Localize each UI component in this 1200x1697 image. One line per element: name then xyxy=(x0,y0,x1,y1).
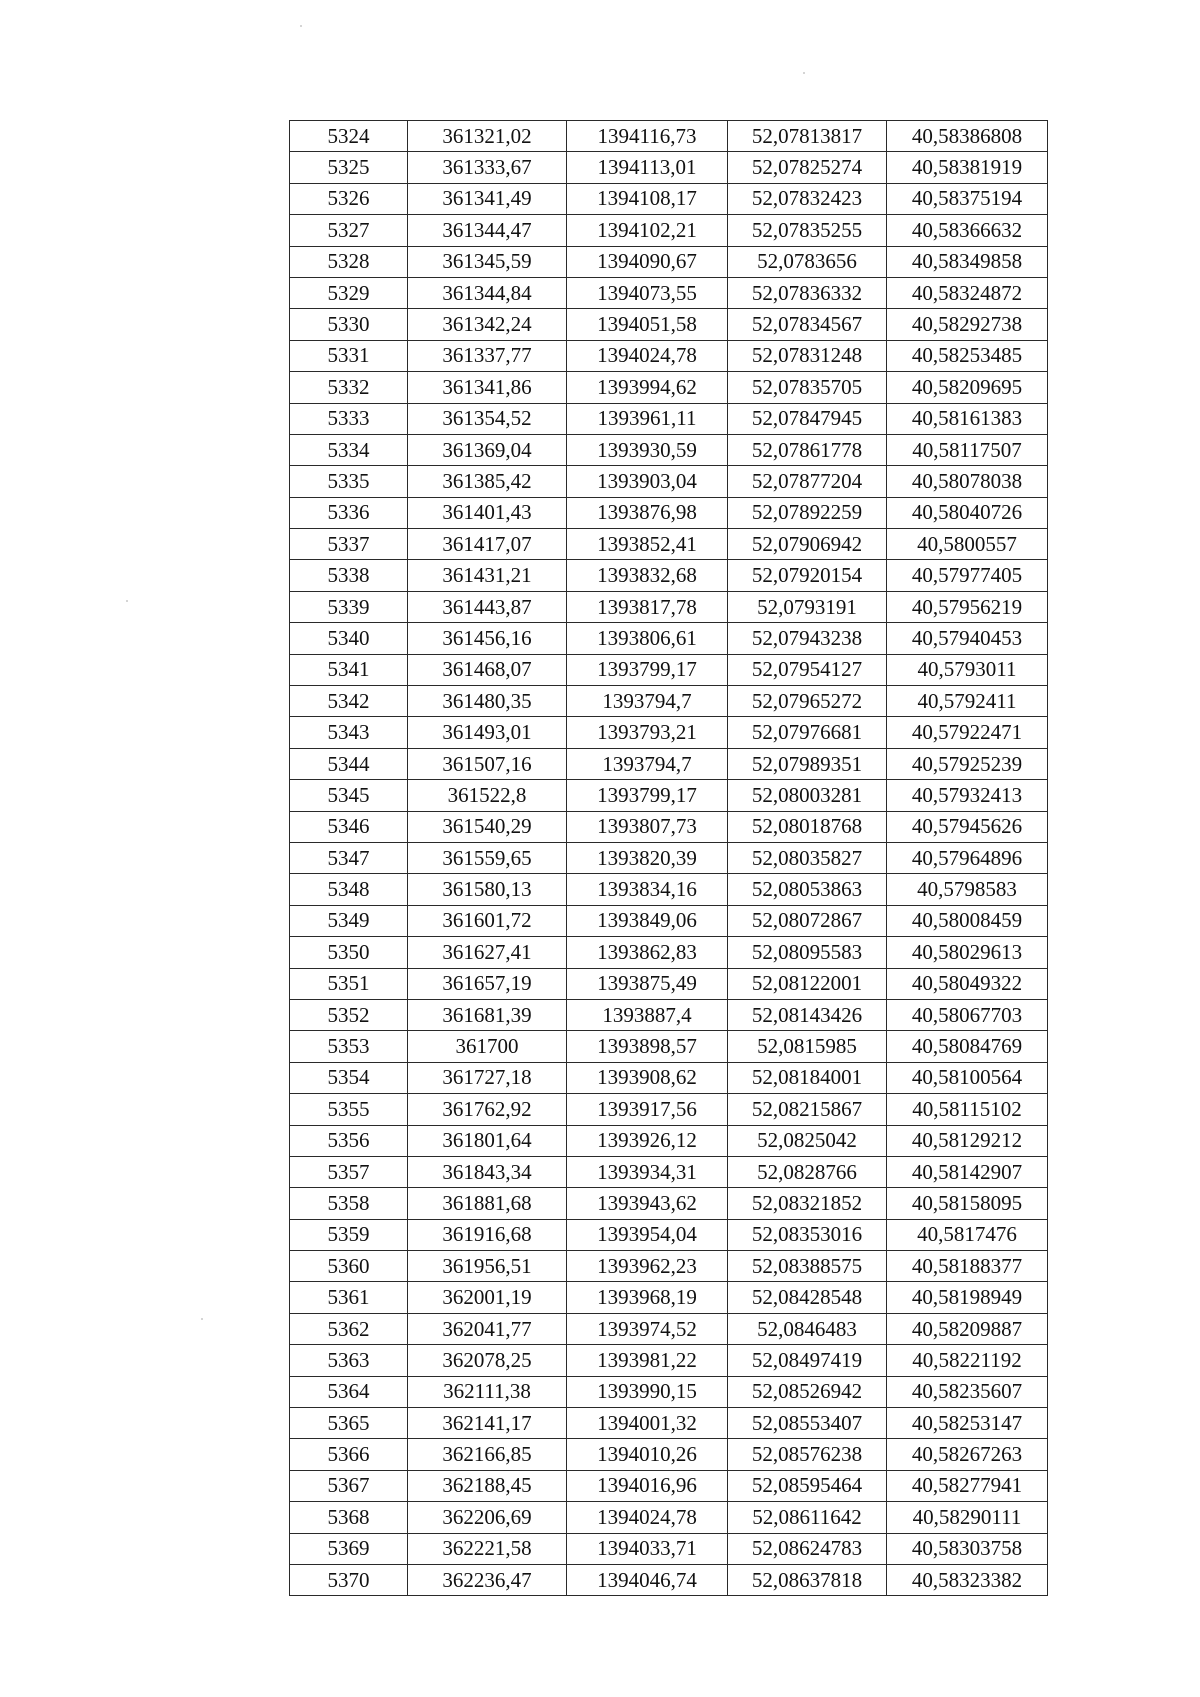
x-coordinate-cell: 361337,77 xyxy=(408,340,567,371)
table-row xyxy=(290,1125,1048,1156)
latitude-cell: 52,07989351 xyxy=(728,748,887,779)
y-coordinate-cell: 1393794,7 xyxy=(567,686,728,717)
latitude-cell: 52,07834567 xyxy=(728,309,887,340)
y-coordinate-cell: 1394108,17 xyxy=(567,183,728,214)
x-coordinate-cell: 361431,21 xyxy=(408,560,567,591)
latitude-cell: 52,07920154 xyxy=(728,560,887,591)
point-number-cell: 5344 xyxy=(290,748,408,779)
point-number-cell: 5356 xyxy=(290,1125,408,1156)
table-row xyxy=(290,905,1048,936)
point-number-cell: 5363 xyxy=(290,1345,408,1376)
table-row xyxy=(290,309,1048,340)
longitude-cell: 40,58100564 xyxy=(887,1062,1048,1093)
x-coordinate-cell: 362001,19 xyxy=(408,1282,567,1313)
x-coordinate-cell: 362111,38 xyxy=(408,1376,567,1407)
latitude-cell: 52,07906942 xyxy=(728,529,887,560)
latitude-cell: 52,08003281 xyxy=(728,780,887,811)
table-row xyxy=(290,1156,1048,1187)
longitude-cell: 40,58161383 xyxy=(887,403,1048,434)
point-number-cell: 5346 xyxy=(290,811,408,842)
x-coordinate-cell: 361956,51 xyxy=(408,1251,567,1282)
table-row xyxy=(290,780,1048,811)
longitude-cell: 40,58386808 xyxy=(887,121,1048,152)
y-coordinate-cell: 1393820,39 xyxy=(567,842,728,873)
longitude-cell: 40,58067703 xyxy=(887,999,1048,1030)
x-coordinate-cell: 361493,01 xyxy=(408,717,567,748)
coordinates-table xyxy=(289,120,1048,1596)
y-coordinate-cell: 1393962,23 xyxy=(567,1251,728,1282)
longitude-cell: 40,58277941 xyxy=(887,1470,1048,1501)
x-coordinate-cell: 361342,24 xyxy=(408,309,567,340)
longitude-cell: 40,57945626 xyxy=(887,811,1048,842)
latitude-cell: 52,08595464 xyxy=(728,1470,887,1501)
longitude-cell: 40,58366632 xyxy=(887,215,1048,246)
y-coordinate-cell: 1393994,62 xyxy=(567,372,728,403)
longitude-cell: 40,57922471 xyxy=(887,717,1048,748)
latitude-cell: 52,07832423 xyxy=(728,183,887,214)
longitude-cell: 40,58303758 xyxy=(887,1533,1048,1564)
latitude-cell: 52,08035827 xyxy=(728,842,887,873)
point-number-cell: 5334 xyxy=(290,434,408,465)
longitude-cell: 40,57932413 xyxy=(887,780,1048,811)
latitude-cell: 52,08611642 xyxy=(728,1502,887,1533)
longitude-cell: 40,58209887 xyxy=(887,1313,1048,1344)
point-number-cell: 5343 xyxy=(290,717,408,748)
point-number-cell: 5335 xyxy=(290,466,408,497)
latitude-cell: 52,08095583 xyxy=(728,937,887,968)
table-row xyxy=(290,497,1048,528)
y-coordinate-cell: 1393875,49 xyxy=(567,968,728,999)
x-coordinate-cell: 362141,17 xyxy=(408,1408,567,1439)
latitude-cell: 52,07835255 xyxy=(728,215,887,246)
x-coordinate-cell: 361762,92 xyxy=(408,1094,567,1125)
y-coordinate-cell: 1393832,68 xyxy=(567,560,728,591)
table-row xyxy=(290,1502,1048,1533)
table-row xyxy=(290,529,1048,560)
table-row xyxy=(290,717,1048,748)
y-coordinate-cell: 1394116,73 xyxy=(567,121,728,152)
scan-speck xyxy=(803,72,805,74)
x-coordinate-cell: 362078,25 xyxy=(408,1345,567,1376)
y-coordinate-cell: 1393954,04 xyxy=(567,1219,728,1250)
point-number-cell: 5341 xyxy=(290,654,408,685)
table-row xyxy=(290,968,1048,999)
table-row xyxy=(290,842,1048,873)
longitude-cell: 40,58129212 xyxy=(887,1125,1048,1156)
latitude-cell: 52,08122001 xyxy=(728,968,887,999)
latitude-cell: 52,08353016 xyxy=(728,1219,887,1250)
point-number-cell: 5342 xyxy=(290,686,408,717)
point-number-cell: 5369 xyxy=(290,1533,408,1564)
scan-speck xyxy=(300,25,302,27)
point-number-cell: 5361 xyxy=(290,1282,408,1313)
point-number-cell: 5328 xyxy=(290,246,408,277)
latitude-cell: 52,07813817 xyxy=(728,121,887,152)
point-number-cell: 5360 xyxy=(290,1251,408,1282)
table-row xyxy=(290,215,1048,246)
y-coordinate-cell: 1393968,19 xyxy=(567,1282,728,1313)
longitude-cell: 40,58078038 xyxy=(887,466,1048,497)
table-row xyxy=(290,1031,1048,1062)
x-coordinate-cell: 362236,47 xyxy=(408,1564,567,1595)
point-number-cell: 5332 xyxy=(290,372,408,403)
x-coordinate-cell: 361456,16 xyxy=(408,623,567,654)
x-coordinate-cell: 362206,69 xyxy=(408,1502,567,1533)
latitude-cell: 52,07892259 xyxy=(728,497,887,528)
longitude-cell: 40,58253147 xyxy=(887,1408,1048,1439)
x-coordinate-cell: 361369,04 xyxy=(408,434,567,465)
x-coordinate-cell: 361916,68 xyxy=(408,1219,567,1250)
x-coordinate-cell: 361559,65 xyxy=(408,842,567,873)
table-row xyxy=(290,999,1048,1030)
point-number-cell: 5327 xyxy=(290,215,408,246)
y-coordinate-cell: 1393930,59 xyxy=(567,434,728,465)
table-row xyxy=(290,1345,1048,1376)
latitude-cell: 52,0793191 xyxy=(728,591,887,622)
table-row xyxy=(290,183,1048,214)
longitude-cell: 40,58188377 xyxy=(887,1251,1048,1282)
table-row xyxy=(290,874,1048,905)
latitude-cell: 52,07835705 xyxy=(728,372,887,403)
table-row xyxy=(290,1313,1048,1344)
y-coordinate-cell: 1393943,62 xyxy=(567,1188,728,1219)
x-coordinate-cell: 361700 xyxy=(408,1031,567,1062)
table-row xyxy=(290,121,1048,152)
x-coordinate-cell: 361507,16 xyxy=(408,748,567,779)
point-number-cell: 5330 xyxy=(290,309,408,340)
table-row xyxy=(290,748,1048,779)
y-coordinate-cell: 1394102,21 xyxy=(567,215,728,246)
x-coordinate-cell: 361333,67 xyxy=(408,152,567,183)
y-coordinate-cell: 1393990,15 xyxy=(567,1376,728,1407)
point-number-cell: 5348 xyxy=(290,874,408,905)
point-number-cell: 5326 xyxy=(290,183,408,214)
longitude-cell: 40,58158095 xyxy=(887,1188,1048,1219)
x-coordinate-cell: 361843,34 xyxy=(408,1156,567,1187)
longitude-cell: 40,58084769 xyxy=(887,1031,1048,1062)
table-row xyxy=(290,560,1048,591)
longitude-cell: 40,58008459 xyxy=(887,905,1048,936)
longitude-cell: 40,58323382 xyxy=(887,1564,1048,1595)
table-row xyxy=(290,152,1048,183)
table-row xyxy=(290,1282,1048,1313)
y-coordinate-cell: 1394073,55 xyxy=(567,277,728,308)
y-coordinate-cell: 1393794,7 xyxy=(567,748,728,779)
latitude-cell: 52,08143426 xyxy=(728,999,887,1030)
y-coordinate-cell: 1393903,04 xyxy=(567,466,728,497)
point-number-cell: 5339 xyxy=(290,591,408,622)
x-coordinate-cell: 361385,42 xyxy=(408,466,567,497)
longitude-cell: 40,58292738 xyxy=(887,309,1048,340)
x-coordinate-cell: 361344,84 xyxy=(408,277,567,308)
x-coordinate-cell: 361480,35 xyxy=(408,686,567,717)
table-row xyxy=(290,466,1048,497)
x-coordinate-cell: 361540,29 xyxy=(408,811,567,842)
longitude-cell: 40,57964896 xyxy=(887,842,1048,873)
latitude-cell: 52,0828766 xyxy=(728,1156,887,1187)
y-coordinate-cell: 1393887,4 xyxy=(567,999,728,1030)
latitude-cell: 52,07836332 xyxy=(728,277,887,308)
longitude-cell: 40,57977405 xyxy=(887,560,1048,591)
latitude-cell: 52,07825274 xyxy=(728,152,887,183)
point-number-cell: 5351 xyxy=(290,968,408,999)
x-coordinate-cell: 361881,68 xyxy=(408,1188,567,1219)
y-coordinate-cell: 1394033,71 xyxy=(567,1533,728,1564)
longitude-cell: 40,58375194 xyxy=(887,183,1048,214)
point-number-cell: 5347 xyxy=(290,842,408,873)
table-row xyxy=(290,937,1048,968)
table-row xyxy=(290,277,1048,308)
x-coordinate-cell: 361601,72 xyxy=(408,905,567,936)
table-row xyxy=(290,1408,1048,1439)
x-coordinate-cell: 361443,87 xyxy=(408,591,567,622)
y-coordinate-cell: 1393807,73 xyxy=(567,811,728,842)
longitude-cell: 40,58117507 xyxy=(887,434,1048,465)
y-coordinate-cell: 1393961,11 xyxy=(567,403,728,434)
point-number-cell: 5354 xyxy=(290,1062,408,1093)
point-number-cell: 5359 xyxy=(290,1219,408,1250)
latitude-cell: 52,08553407 xyxy=(728,1408,887,1439)
longitude-cell: 40,58267263 xyxy=(887,1439,1048,1470)
y-coordinate-cell: 1394090,67 xyxy=(567,246,728,277)
longitude-cell: 40,58142907 xyxy=(887,1156,1048,1187)
point-number-cell: 5333 xyxy=(290,403,408,434)
y-coordinate-cell: 1393834,16 xyxy=(567,874,728,905)
table-row xyxy=(290,246,1048,277)
latitude-cell: 52,08576238 xyxy=(728,1439,887,1470)
table-row xyxy=(290,1219,1048,1250)
y-coordinate-cell: 1394016,96 xyxy=(567,1470,728,1501)
x-coordinate-cell: 361627,41 xyxy=(408,937,567,968)
y-coordinate-cell: 1394024,78 xyxy=(567,1502,728,1533)
point-number-cell: 5324 xyxy=(290,121,408,152)
table-row xyxy=(290,623,1048,654)
latitude-cell: 52,08321852 xyxy=(728,1188,887,1219)
latitude-cell: 52,07831248 xyxy=(728,340,887,371)
latitude-cell: 52,07847945 xyxy=(728,403,887,434)
table-row xyxy=(290,403,1048,434)
latitude-cell: 52,08637818 xyxy=(728,1564,887,1595)
latitude-cell: 52,08388575 xyxy=(728,1251,887,1282)
y-coordinate-cell: 1393793,21 xyxy=(567,717,728,748)
y-coordinate-cell: 1393908,62 xyxy=(567,1062,728,1093)
latitude-cell: 52,08624783 xyxy=(728,1533,887,1564)
x-coordinate-cell: 361341,86 xyxy=(408,372,567,403)
y-coordinate-cell: 1394046,74 xyxy=(567,1564,728,1595)
latitude-cell: 52,07943238 xyxy=(728,623,887,654)
point-number-cell: 5331 xyxy=(290,340,408,371)
point-number-cell: 5349 xyxy=(290,905,408,936)
latitude-cell: 52,07954127 xyxy=(728,654,887,685)
table-row xyxy=(290,1533,1048,1564)
point-number-cell: 5345 xyxy=(290,780,408,811)
longitude-cell: 40,58209695 xyxy=(887,372,1048,403)
x-coordinate-cell: 361354,52 xyxy=(408,403,567,434)
table-row xyxy=(290,372,1048,403)
latitude-cell: 52,07965272 xyxy=(728,686,887,717)
scan-speck xyxy=(126,600,128,602)
x-coordinate-cell: 361344,47 xyxy=(408,215,567,246)
latitude-cell: 52,08215867 xyxy=(728,1094,887,1125)
y-coordinate-cell: 1393799,17 xyxy=(567,654,728,685)
longitude-cell: 40,58198949 xyxy=(887,1282,1048,1313)
latitude-cell: 52,0825042 xyxy=(728,1125,887,1156)
latitude-cell: 52,08428548 xyxy=(728,1282,887,1313)
table-row xyxy=(290,1376,1048,1407)
point-number-cell: 5325 xyxy=(290,152,408,183)
scan-speck xyxy=(201,1318,203,1320)
latitude-cell: 52,08497419 xyxy=(728,1345,887,1376)
x-coordinate-cell: 361657,19 xyxy=(408,968,567,999)
x-coordinate-cell: 361727,18 xyxy=(408,1062,567,1093)
table-row xyxy=(290,686,1048,717)
coordinates-table-body xyxy=(290,121,1048,1596)
longitude-cell: 40,5793011 xyxy=(887,654,1048,685)
latitude-cell: 52,0815985 xyxy=(728,1031,887,1062)
longitude-cell: 40,58221192 xyxy=(887,1345,1048,1376)
point-number-cell: 5364 xyxy=(290,1376,408,1407)
point-number-cell: 5355 xyxy=(290,1094,408,1125)
table-row xyxy=(290,1188,1048,1219)
point-number-cell: 5336 xyxy=(290,497,408,528)
y-coordinate-cell: 1393876,98 xyxy=(567,497,728,528)
x-coordinate-cell: 361681,39 xyxy=(408,999,567,1030)
x-coordinate-cell: 361580,13 xyxy=(408,874,567,905)
longitude-cell: 40,58324872 xyxy=(887,277,1048,308)
longitude-cell: 40,5792411 xyxy=(887,686,1048,717)
longitude-cell: 40,58381919 xyxy=(887,152,1048,183)
point-number-cell: 5340 xyxy=(290,623,408,654)
longitude-cell: 40,5800557 xyxy=(887,529,1048,560)
table-row xyxy=(290,1564,1048,1595)
x-coordinate-cell: 361321,02 xyxy=(408,121,567,152)
x-coordinate-cell: 361341,49 xyxy=(408,183,567,214)
y-coordinate-cell: 1393806,61 xyxy=(567,623,728,654)
longitude-cell: 40,58349858 xyxy=(887,246,1048,277)
latitude-cell: 52,08184001 xyxy=(728,1062,887,1093)
latitude-cell: 52,07976681 xyxy=(728,717,887,748)
y-coordinate-cell: 1394024,78 xyxy=(567,340,728,371)
x-coordinate-cell: 361345,59 xyxy=(408,246,567,277)
point-number-cell: 5362 xyxy=(290,1313,408,1344)
table-row xyxy=(290,654,1048,685)
table-row xyxy=(290,340,1048,371)
longitude-cell: 40,57956219 xyxy=(887,591,1048,622)
longitude-cell: 40,58040726 xyxy=(887,497,1048,528)
table-row xyxy=(290,434,1048,465)
point-number-cell: 5357 xyxy=(290,1156,408,1187)
latitude-cell: 52,07877204 xyxy=(728,466,887,497)
table-row xyxy=(290,591,1048,622)
longitude-cell: 40,5817476 xyxy=(887,1219,1048,1250)
table-row xyxy=(290,1439,1048,1470)
latitude-cell: 52,0783656 xyxy=(728,246,887,277)
y-coordinate-cell: 1394051,58 xyxy=(567,309,728,340)
point-number-cell: 5352 xyxy=(290,999,408,1030)
point-number-cell: 5368 xyxy=(290,1502,408,1533)
x-coordinate-cell: 361401,43 xyxy=(408,497,567,528)
y-coordinate-cell: 1393817,78 xyxy=(567,591,728,622)
y-coordinate-cell: 1393898,57 xyxy=(567,1031,728,1062)
x-coordinate-cell: 361468,07 xyxy=(408,654,567,685)
y-coordinate-cell: 1393917,56 xyxy=(567,1094,728,1125)
x-coordinate-cell: 362041,77 xyxy=(408,1313,567,1344)
y-coordinate-cell: 1394010,26 xyxy=(567,1439,728,1470)
table-row xyxy=(290,1251,1048,1282)
longitude-cell: 40,57925239 xyxy=(887,748,1048,779)
longitude-cell: 40,58290111 xyxy=(887,1502,1048,1533)
point-number-cell: 5337 xyxy=(290,529,408,560)
latitude-cell: 52,08018768 xyxy=(728,811,887,842)
point-number-cell: 5329 xyxy=(290,277,408,308)
y-coordinate-cell: 1393862,83 xyxy=(567,937,728,968)
y-coordinate-cell: 1393974,52 xyxy=(567,1313,728,1344)
point-number-cell: 5353 xyxy=(290,1031,408,1062)
table-row xyxy=(290,1094,1048,1125)
y-coordinate-cell: 1393934,31 xyxy=(567,1156,728,1187)
x-coordinate-cell: 362188,45 xyxy=(408,1470,567,1501)
y-coordinate-cell: 1393981,22 xyxy=(567,1345,728,1376)
longitude-cell: 40,58029613 xyxy=(887,937,1048,968)
x-coordinate-cell: 362166,85 xyxy=(408,1439,567,1470)
table-row xyxy=(290,811,1048,842)
point-number-cell: 5350 xyxy=(290,937,408,968)
latitude-cell: 52,08526942 xyxy=(728,1376,887,1407)
point-number-cell: 5370 xyxy=(290,1564,408,1595)
point-number-cell: 5365 xyxy=(290,1408,408,1439)
table-row xyxy=(290,1470,1048,1501)
latitude-cell: 52,0846483 xyxy=(728,1313,887,1344)
point-number-cell: 5338 xyxy=(290,560,408,591)
table-row xyxy=(290,1062,1048,1093)
longitude-cell: 40,58253485 xyxy=(887,340,1048,371)
point-number-cell: 5367 xyxy=(290,1470,408,1501)
latitude-cell: 52,08072867 xyxy=(728,905,887,936)
longitude-cell: 40,5798583 xyxy=(887,874,1048,905)
x-coordinate-cell: 362221,58 xyxy=(408,1533,567,1564)
longitude-cell: 40,58049322 xyxy=(887,968,1048,999)
y-coordinate-cell: 1393799,17 xyxy=(567,780,728,811)
y-coordinate-cell: 1393849,06 xyxy=(567,905,728,936)
y-coordinate-cell: 1394113,01 xyxy=(567,152,728,183)
y-coordinate-cell: 1394001,32 xyxy=(567,1408,728,1439)
latitude-cell: 52,08053863 xyxy=(728,874,887,905)
x-coordinate-cell: 361801,64 xyxy=(408,1125,567,1156)
y-coordinate-cell: 1393926,12 xyxy=(567,1125,728,1156)
latitude-cell: 52,07861778 xyxy=(728,434,887,465)
longitude-cell: 40,58235607 xyxy=(887,1376,1048,1407)
longitude-cell: 40,57940453 xyxy=(887,623,1048,654)
point-number-cell: 5366 xyxy=(290,1439,408,1470)
x-coordinate-cell: 361417,07 xyxy=(408,529,567,560)
y-coordinate-cell: 1393852,41 xyxy=(567,529,728,560)
x-coordinate-cell: 361522,8 xyxy=(408,780,567,811)
longitude-cell: 40,58115102 xyxy=(887,1094,1048,1125)
point-number-cell: 5358 xyxy=(290,1188,408,1219)
